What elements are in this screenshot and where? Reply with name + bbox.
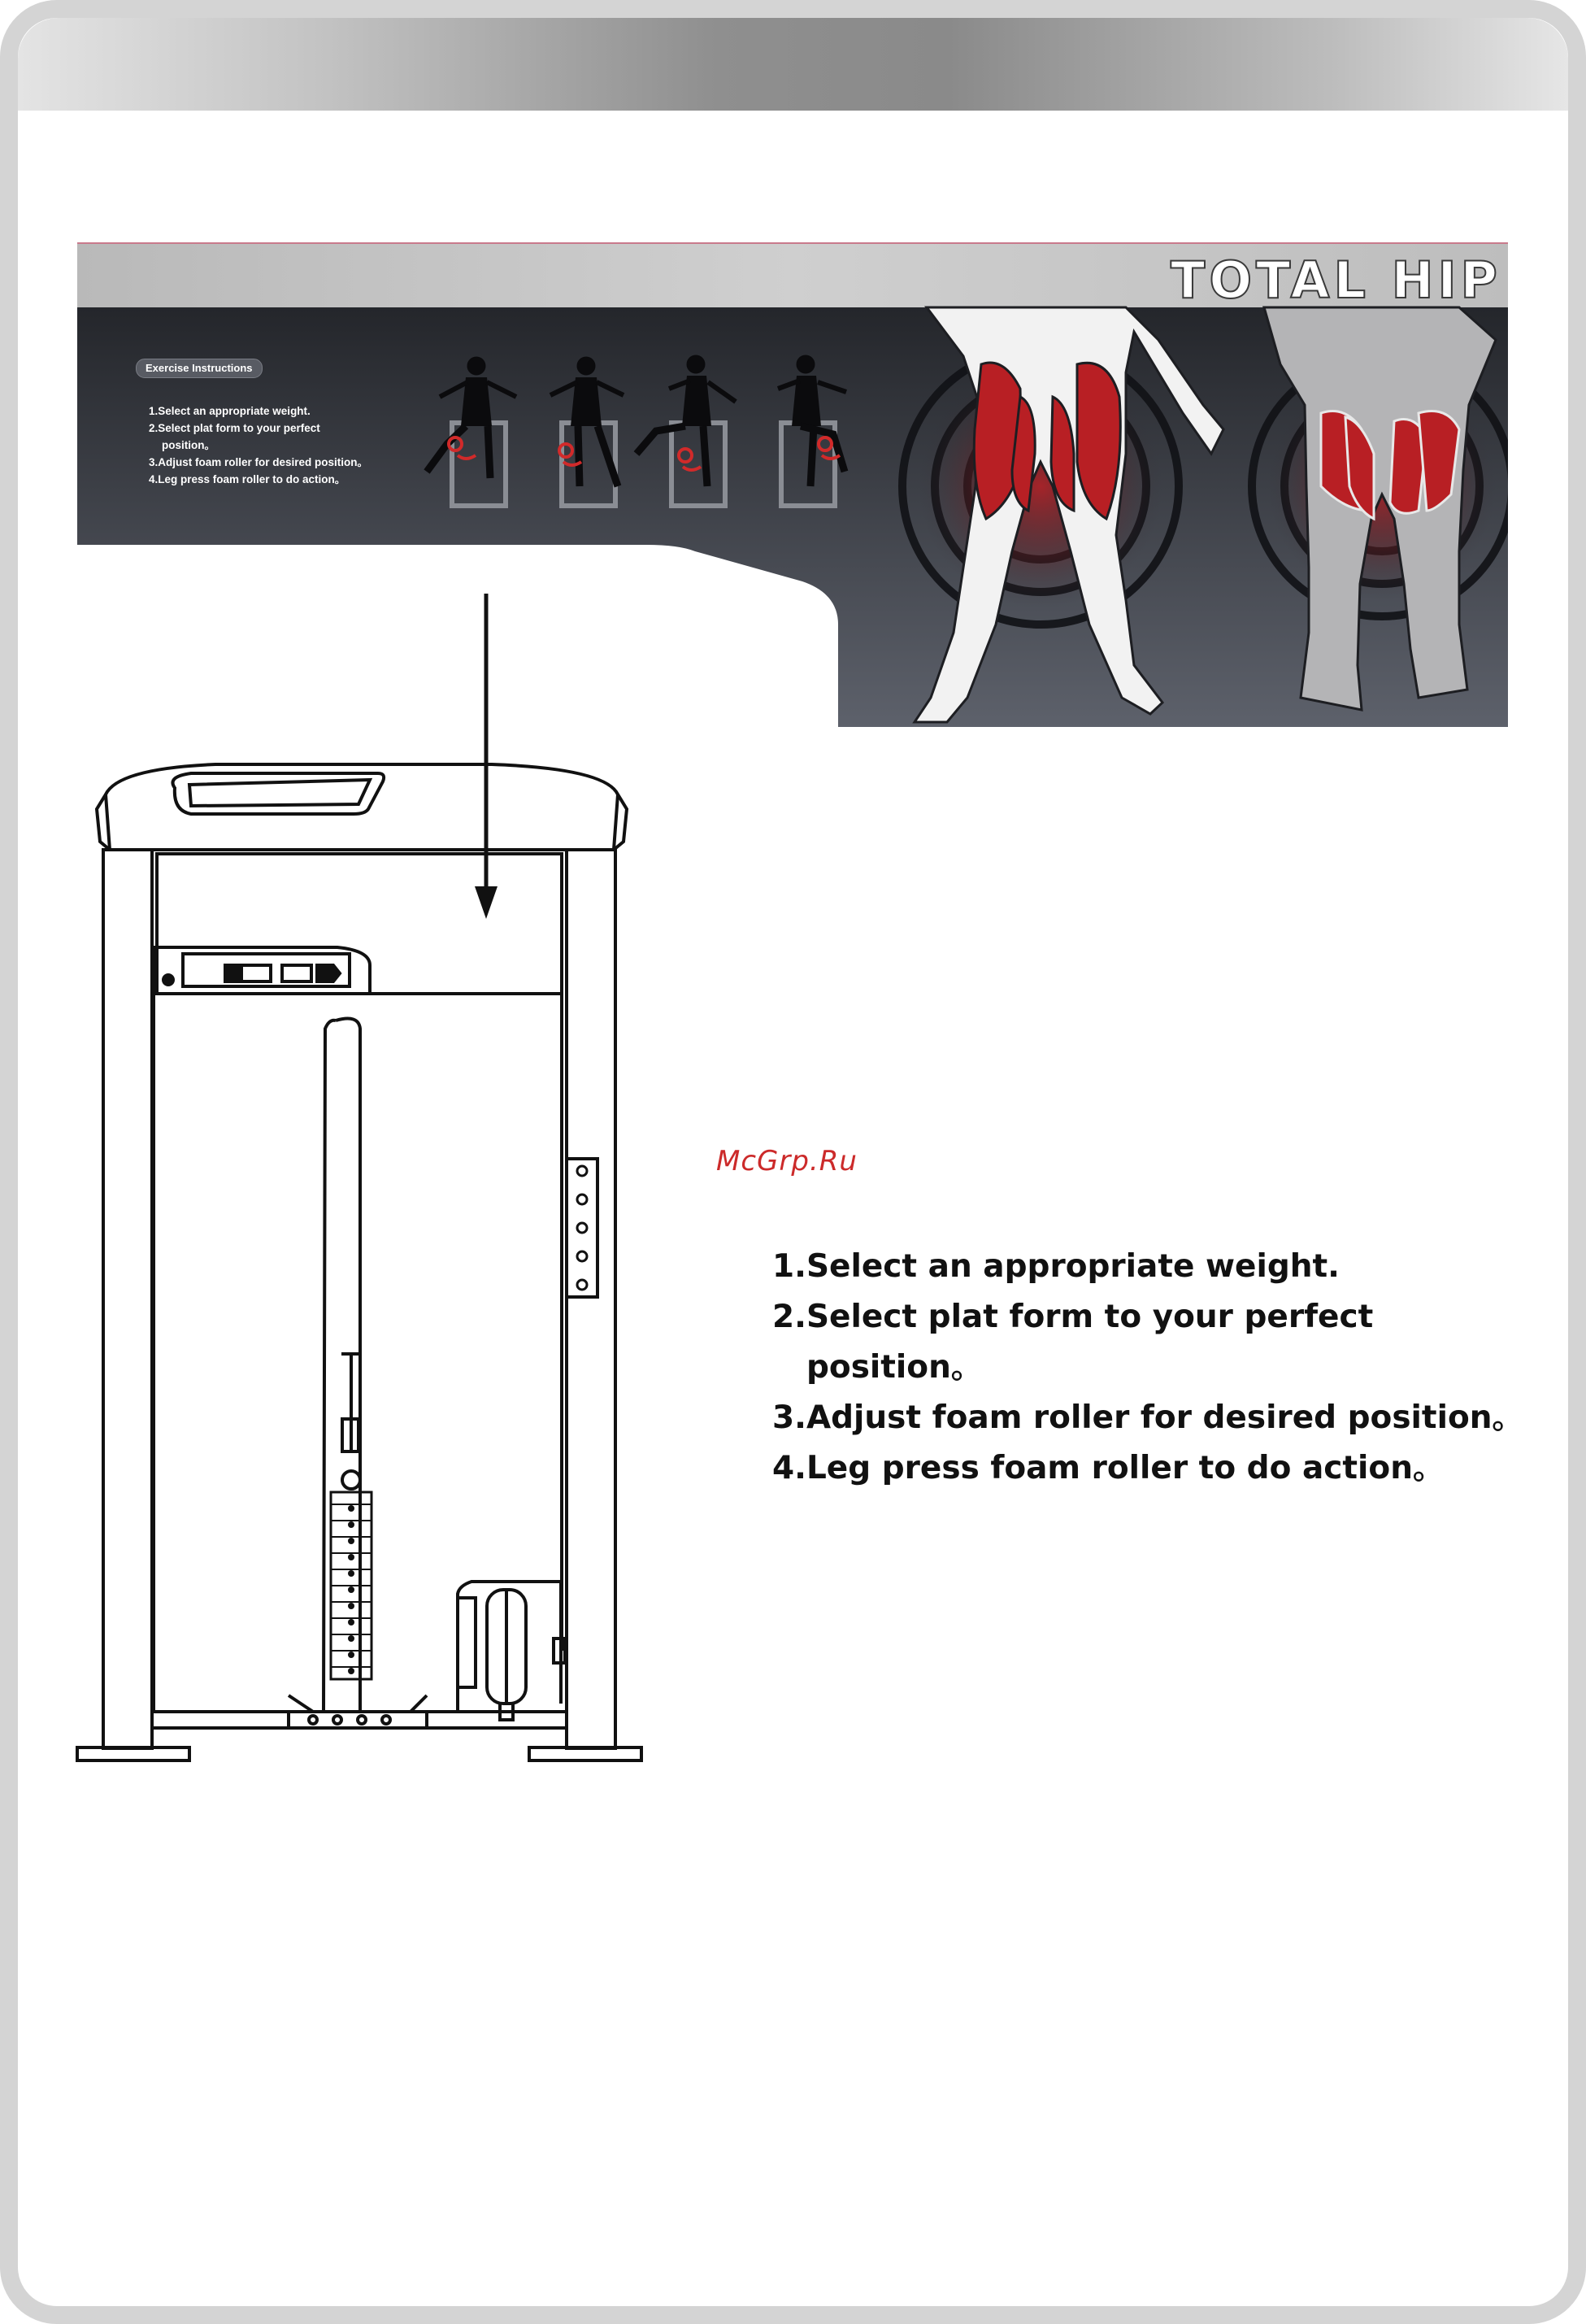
header-gradient-bar bbox=[18, 18, 1568, 111]
decal-step-4: 4.Leg press foam roller to do action。 bbox=[149, 473, 346, 485]
exercise-instructions-badge: Exercise Instructions bbox=[136, 359, 263, 378]
decal-instruction-list bbox=[149, 403, 425, 488]
instruction-step-3: 3.Adjust foam roller for desired position。 bbox=[772, 1399, 1524, 1436]
instruction-step-4: 4.Leg press foam roller to do action。 bbox=[772, 1450, 1445, 1486]
decal-title: TOTAL HIP bbox=[1171, 250, 1501, 310]
decal-step-1: 1.Select an appropriate weight. bbox=[149, 405, 311, 417]
instruction-step-2: 2.Select plat form to your perfect bbox=[772, 1299, 1374, 1335]
instruction-step-1: 1.Select an appropriate weight. bbox=[772, 1248, 1340, 1285]
decal-step-3: 3.Adjust foam roller for desired position。 bbox=[149, 456, 369, 468]
decal-step-2-cont: position。 bbox=[162, 439, 215, 451]
total-hip-decal bbox=[77, 242, 1508, 727]
decal-step-2: 2.Select plat form to your perfect bbox=[149, 422, 320, 434]
total-hip-machine-diagram bbox=[69, 752, 654, 1834]
instruction-list bbox=[772, 1242, 1524, 1494]
watermark-text: McGrp.Ru bbox=[716, 1145, 858, 1177]
instruction-step-2-cont: position。 bbox=[806, 1349, 983, 1386]
